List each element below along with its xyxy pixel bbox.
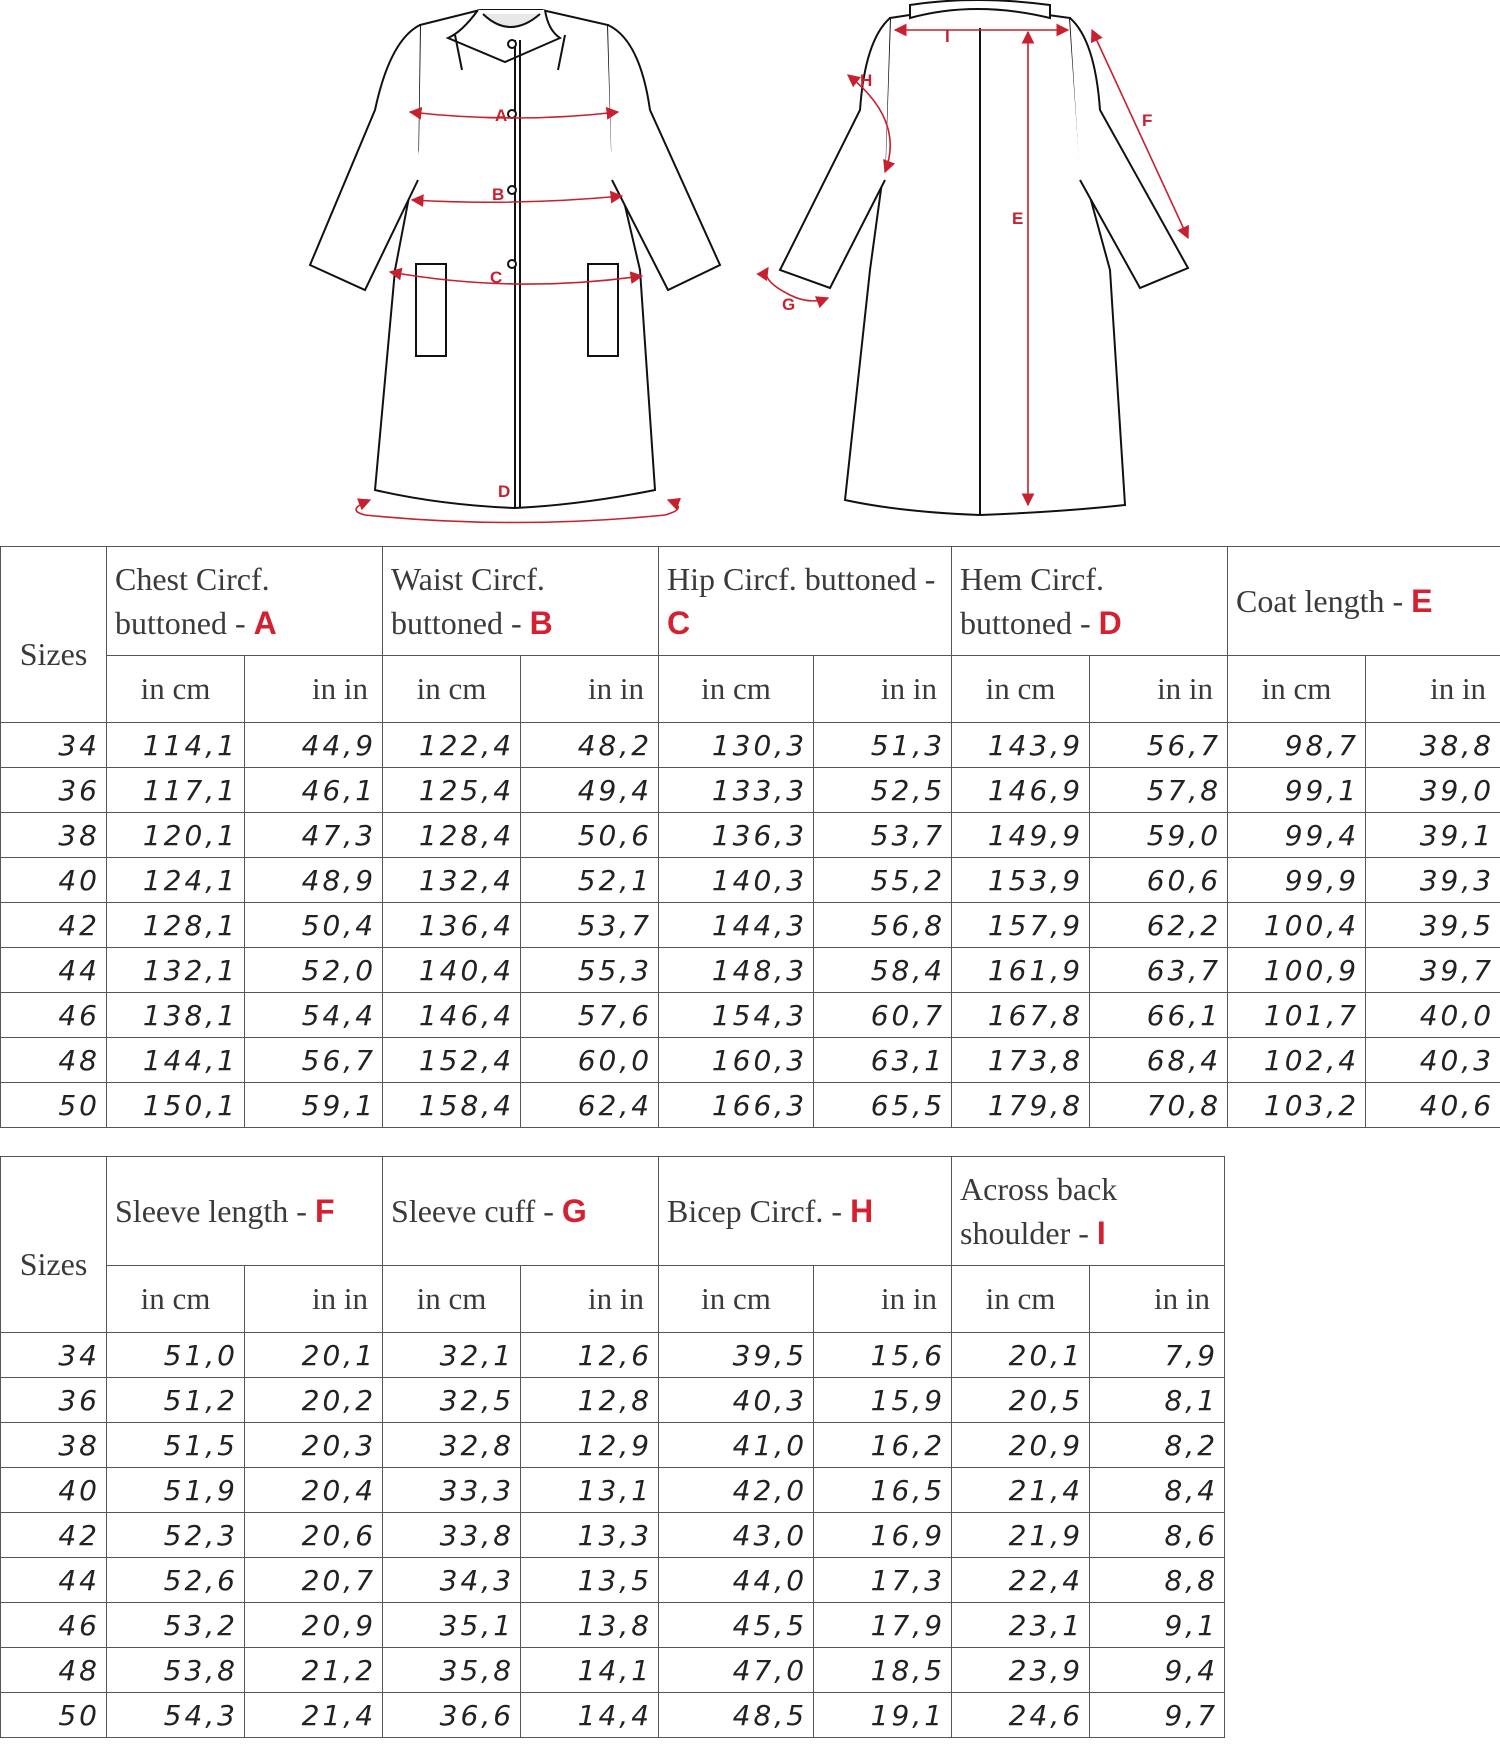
value-cell: 21,2 [245,1648,383,1693]
value-cell: 57,6 [521,993,659,1038]
value-cell: 23,1 [952,1603,1090,1648]
value-cell: 51,3 [814,723,952,768]
value-cell: 43,0 [659,1513,814,1558]
value-cell: 153,9 [952,858,1090,903]
unit-in: in in [1090,1266,1225,1333]
value-cell: 40,3 [659,1378,814,1423]
unit-cm: in cm [952,1266,1090,1333]
value-cell: 20,9 [245,1603,383,1648]
value-cell: 16,9 [814,1513,952,1558]
value-cell: 44,0 [659,1558,814,1603]
size-cell: 40 [1,858,107,903]
value-cell: 52,1 [521,858,659,903]
value-cell: 39,5 [659,1333,814,1378]
table-row [1,903,1500,948]
unit-cm: in cm [107,1266,245,1333]
value-cell: 17,9 [814,1603,952,1648]
value-cell: 117,1 [107,768,245,813]
value-cell: 167,8 [952,993,1090,1038]
size-cell: 38 [1,813,107,858]
value-cell: 143,9 [952,723,1090,768]
value-cell: 70,8 [1090,1083,1228,1128]
value-cell: 125,4 [383,768,521,813]
value-cell: 8,4 [1090,1468,1225,1513]
value-cell: 7,9 [1090,1333,1225,1378]
value-cell: 136,3 [659,813,814,858]
value-cell: 33,8 [383,1513,521,1558]
size-cell: 34 [1,723,107,768]
value-cell: 40,3 [1366,1038,1500,1083]
value-cell: 99,4 [1228,813,1366,858]
size-cell: 50 [1,1083,107,1128]
value-cell: 52,3 [107,1513,245,1558]
label-g: G [782,295,796,314]
value-cell: 146,9 [952,768,1090,813]
value-cell: 32,1 [383,1333,521,1378]
table-row [1,1693,1225,1738]
unit-row [1,656,1500,723]
value-cell: 60,7 [814,993,952,1038]
value-cell: 103,2 [1228,1083,1366,1128]
value-cell: 51,2 [107,1378,245,1423]
value-cell: 23,9 [952,1648,1090,1693]
value-cell: 99,1 [1228,768,1366,813]
table-row [1,1468,1225,1513]
value-cell: 173,8 [952,1038,1090,1083]
value-cell: 8,1 [1090,1378,1225,1423]
value-cell: 53,7 [814,813,952,858]
size-cell: 42 [1,1513,107,1558]
value-cell: 122,4 [383,723,521,768]
unit-row [1,1266,1225,1333]
value-cell: 35,1 [383,1603,521,1648]
value-cell: 32,5 [383,1378,521,1423]
value-cell: 161,9 [952,948,1090,993]
table1-rows [1,723,1500,1128]
value-cell: 179,8 [952,1083,1090,1128]
value-cell: 13,1 [521,1468,659,1513]
table-row [1,768,1500,813]
value-cell: 58,4 [814,948,952,993]
value-cell: 12,8 [521,1378,659,1423]
table-row [1,1333,1225,1378]
size-cell: 48 [1,1038,107,1083]
value-cell: 8,2 [1090,1423,1225,1468]
value-cell: 51,9 [107,1468,245,1513]
value-cell: 52,6 [107,1558,245,1603]
size-table-sleeve [0,1156,1225,1738]
unit-cm: in cm [659,1266,814,1333]
label-h: H [860,71,873,90]
value-cell: 154,3 [659,993,814,1038]
size-cell: 50 [1,1693,107,1738]
label-a: A [495,106,508,125]
value-cell: 52,0 [245,948,383,993]
value-cell: 59,1 [245,1083,383,1128]
size-cell: 46 [1,1603,107,1648]
sizes-header: Sizes [1,1157,107,1333]
value-cell: 48,2 [521,723,659,768]
col-header-sleeve-length: Sleeve length - F [107,1157,383,1266]
value-cell: 150,1 [107,1083,245,1128]
unit-cm: in cm [952,656,1090,723]
value-cell: 20,1 [952,1333,1090,1378]
label-c: C [490,268,503,287]
value-cell: 13,3 [521,1513,659,1558]
value-cell: 149,9 [952,813,1090,858]
label-b: B [492,185,505,204]
value-cell: 20,9 [952,1423,1090,1468]
value-cell: 52,5 [814,768,952,813]
unit-cm: in cm [383,656,521,723]
table-row [1,993,1500,1038]
value-cell: 20,2 [245,1378,383,1423]
col-header-hem: Hem Circf. buttoned - D [952,547,1228,656]
value-cell: 20,7 [245,1558,383,1603]
value-cell: 33,3 [383,1468,521,1513]
value-cell: 47,0 [659,1648,814,1693]
value-cell: 55,3 [521,948,659,993]
value-cell: 40,6 [1366,1083,1500,1128]
unit-in: in in [245,1266,383,1333]
unit-in: in in [814,1266,952,1333]
value-cell: 39,1 [1366,813,1500,858]
value-cell: 39,3 [1366,858,1500,903]
sizes-header: Sizes [1,547,107,723]
value-cell: 158,4 [383,1083,521,1128]
value-cell: 21,4 [245,1693,383,1738]
value-cell: 65,5 [814,1083,952,1128]
unit-cm: in cm [659,656,814,723]
value-cell: 62,2 [1090,903,1228,948]
table-row [1,1038,1500,1083]
label-f: F [1142,111,1153,130]
value-cell: 53,7 [521,903,659,948]
value-cell: 57,8 [1090,768,1228,813]
value-cell: 133,3 [659,768,814,813]
value-cell: 20,4 [245,1468,383,1513]
value-cell: 39,7 [1366,948,1500,993]
value-cell: 20,6 [245,1513,383,1558]
col-header-sleeve-cuff: Sleeve cuff - G [383,1157,659,1266]
value-cell: 17,3 [814,1558,952,1603]
col-header-bicep: Bicep Circf. - H [659,1157,952,1266]
value-cell: 102,4 [1228,1038,1366,1083]
table-row [1,1423,1225,1468]
value-cell: 39,0 [1366,768,1500,813]
size-cell: 44 [1,948,107,993]
unit-cm: in cm [1228,656,1366,723]
unit-in: in in [521,656,659,723]
value-cell: 132,4 [383,858,521,903]
value-cell: 140,4 [383,948,521,993]
value-cell: 98,7 [1228,723,1366,768]
value-cell: 144,3 [659,903,814,948]
table-row [1,723,1500,768]
unit-in: in in [1090,656,1228,723]
value-cell: 51,5 [107,1423,245,1468]
value-cell: 54,3 [107,1693,245,1738]
value-cell: 166,3 [659,1083,814,1128]
value-cell: 49,4 [521,768,659,813]
table2-rows [1,1333,1225,1738]
value-cell: 39,5 [1366,903,1500,948]
col-header-back-shoulder: Across back shoulder - I [952,1157,1225,1266]
value-cell: 100,9 [1228,948,1366,993]
value-cell: 8,8 [1090,1558,1225,1603]
value-cell: 60,6 [1090,858,1228,903]
unit-cm: in cm [107,656,245,723]
value-cell: 128,1 [107,903,245,948]
value-cell: 32,8 [383,1423,521,1468]
value-cell: 13,8 [521,1603,659,1648]
table-row [1,1558,1225,1603]
size-cell: 42 [1,903,107,948]
col-header-coat-length: Coat length - E [1228,547,1500,656]
value-cell: 50,4 [245,903,383,948]
value-cell: 144,1 [107,1038,245,1083]
value-cell: 24,6 [952,1693,1090,1738]
label-i: I [945,27,950,46]
value-cell: 16,5 [814,1468,952,1513]
table-row [1,1378,1225,1423]
value-cell: 114,1 [107,723,245,768]
unit-in: in in [1366,656,1500,723]
unit-in: in in [245,656,383,723]
value-cell: 21,4 [952,1468,1090,1513]
value-cell: 124,1 [107,858,245,903]
value-cell: 51,0 [107,1333,245,1378]
size-cell: 34 [1,1333,107,1378]
value-cell: 120,1 [107,813,245,858]
value-cell: 9,7 [1090,1693,1225,1738]
table-row [1,1648,1225,1693]
value-cell: 53,8 [107,1648,245,1693]
value-cell: 40,0 [1366,993,1500,1038]
size-cell: 48 [1,1648,107,1693]
value-cell: 157,9 [952,903,1090,948]
value-cell: 54,4 [245,993,383,1038]
value-cell: 42,0 [659,1468,814,1513]
unit-cm: in cm [383,1266,521,1333]
value-cell: 12,9 [521,1423,659,1468]
value-cell: 13,5 [521,1558,659,1603]
value-cell: 53,2 [107,1603,245,1648]
value-cell: 99,9 [1228,858,1366,903]
value-cell: 101,7 [1228,993,1366,1038]
value-cell: 14,1 [521,1648,659,1693]
value-cell: 12,6 [521,1333,659,1378]
size-cell: 36 [1,768,107,813]
value-cell: 20,5 [952,1378,1090,1423]
coat-diagram [0,0,1500,540]
value-cell: 19,1 [814,1693,952,1738]
size-table-body [0,546,1500,1128]
coat-measurement-diagram [0,0,1500,540]
value-cell: 132,1 [107,948,245,993]
value-cell: 46,1 [245,768,383,813]
value-cell: 56,8 [814,903,952,948]
table-row [1,1603,1225,1648]
value-cell: 50,6 [521,813,659,858]
value-cell: 18,5 [814,1648,952,1693]
value-cell: 146,4 [383,993,521,1038]
value-cell: 128,4 [383,813,521,858]
value-cell: 8,6 [1090,1513,1225,1558]
value-cell: 66,1 [1090,993,1228,1038]
table-row [1,1513,1225,1558]
value-cell: 160,3 [659,1038,814,1083]
front-coat-drawing [310,10,720,508]
value-cell: 44,9 [245,723,383,768]
size-cell: 36 [1,1378,107,1423]
value-cell: 38,8 [1366,723,1500,768]
value-cell: 41,0 [659,1423,814,1468]
value-cell: 21,9 [952,1513,1090,1558]
value-cell: 9,1 [1090,1603,1225,1648]
unit-in: in in [521,1266,659,1333]
value-cell: 59,0 [1090,813,1228,858]
back-coat-drawing [780,0,1188,515]
value-cell: 15,6 [814,1333,952,1378]
col-header-waist: Waist Circf. buttoned - B [383,547,659,656]
table-row [1,1083,1500,1128]
size-cell: 40 [1,1468,107,1513]
value-cell: 140,3 [659,858,814,903]
value-cell: 36,6 [383,1693,521,1738]
table-row [1,948,1500,993]
value-cell: 55,2 [814,858,952,903]
value-cell: 136,4 [383,903,521,948]
value-cell: 48,9 [245,858,383,903]
value-cell: 60,0 [521,1038,659,1083]
value-cell: 148,3 [659,948,814,993]
value-cell: 20,1 [245,1333,383,1378]
label-d: D [498,482,511,501]
value-cell: 68,4 [1090,1038,1228,1083]
value-cell: 14,4 [521,1693,659,1738]
value-cell: 22,4 [952,1558,1090,1603]
value-cell: 56,7 [1090,723,1228,768]
value-cell: 63,7 [1090,948,1228,993]
col-header-chest: Chest Circf. buttoned - A [107,547,383,656]
value-cell: 45,5 [659,1603,814,1648]
value-cell: 152,4 [383,1038,521,1083]
size-cell: 44 [1,1558,107,1603]
label-e: E [1012,209,1024,228]
value-cell: 56,7 [245,1038,383,1083]
table-row [1,858,1500,903]
value-cell: 63,1 [814,1038,952,1083]
value-cell: 100,4 [1228,903,1366,948]
value-cell: 34,3 [383,1558,521,1603]
unit-in: in in [814,656,952,723]
value-cell: 48,5 [659,1693,814,1738]
value-cell: 20,3 [245,1423,383,1468]
value-cell: 35,8 [383,1648,521,1693]
size-cell: 38 [1,1423,107,1468]
value-cell: 130,3 [659,723,814,768]
value-cell: 138,1 [107,993,245,1038]
table-row [1,813,1500,858]
size-cell: 46 [1,993,107,1038]
value-cell: 9,4 [1090,1648,1225,1693]
value-cell: 62,4 [521,1083,659,1128]
value-cell: 16,2 [814,1423,952,1468]
value-cell: 47,3 [245,813,383,858]
col-header-hip: Hip Circf. buttoned - C [659,547,952,656]
value-cell: 15,9 [814,1378,952,1423]
